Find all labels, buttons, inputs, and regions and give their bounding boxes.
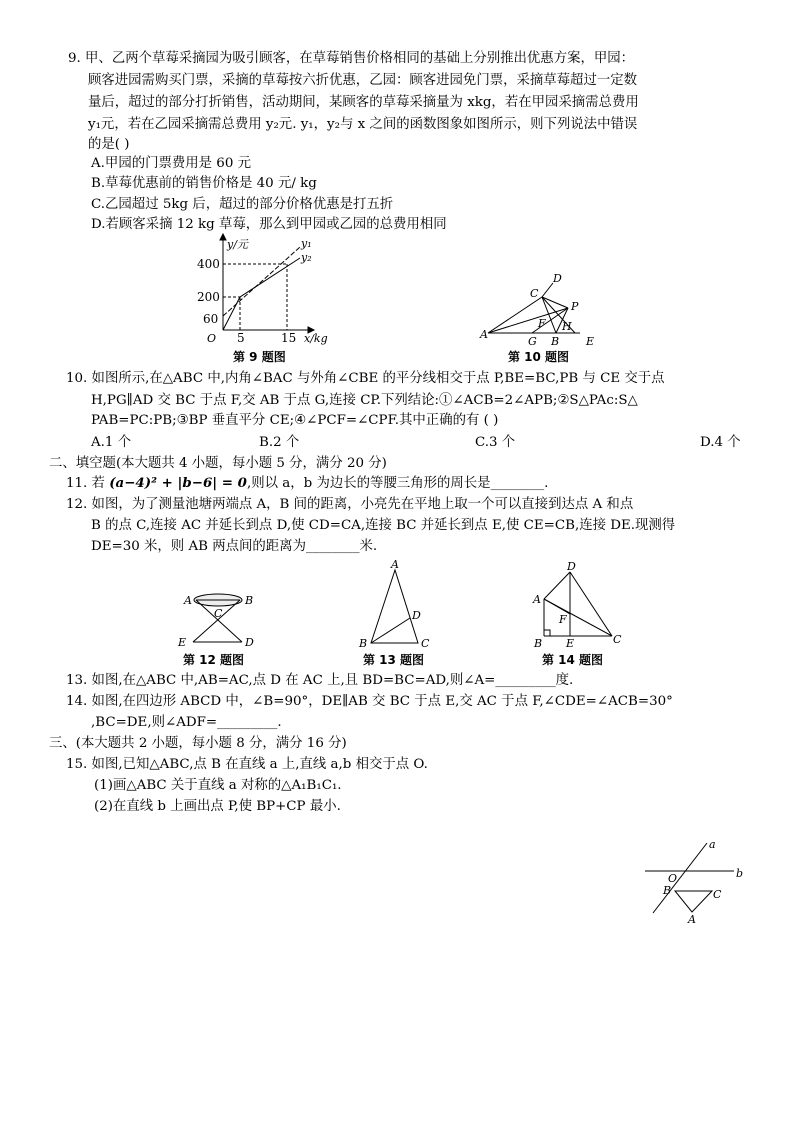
fig12-point-a: A (184, 594, 192, 607)
fig14-point-f: F (559, 613, 567, 626)
fig13-point-c: C (421, 637, 430, 650)
fig13-point-a: A (391, 558, 399, 571)
fig15-line-a: a (709, 838, 716, 851)
fig9-origin: O (207, 332, 217, 345)
q9-line-5: 的是( ) (88, 137, 130, 152)
section-2-heading: 二、填空题(本大题共 4 小题，每小题 5 分，满分 20 分) (49, 456, 387, 471)
q10-line-1: 10. 如图所示,在△ABC 中,内角∠BAC 与外角∠CBE 的平分线相交于点 P,BE=BC,PB 与 CE 交于点 (66, 371, 665, 386)
fig10-point-p: P (571, 300, 579, 313)
q9-option-a: A.甲园的门票费用是 60 元 (91, 156, 251, 171)
q13-line: 13. 如图,在△ABC 中,AB=AC,点 D 在 AC 上,且 BD=BC=AD,则∠A=_________度. (66, 673, 574, 688)
fig10-point-h: H (562, 320, 572, 333)
q15-line-1: 15. 如图,已知△ABC,点 B 在直线 a 上,直线 a,b 相交于点 O. (66, 757, 428, 772)
fig15-line-b: b (736, 867, 744, 880)
fig9-ytick-400: 400 (197, 257, 220, 271)
fig14-point-c: C (613, 633, 622, 646)
fig12-point-c: C (214, 607, 223, 620)
fig12-caption: 第 12 题图 (183, 653, 245, 667)
fig10-caption: 第 10 题图 (508, 350, 570, 364)
q9-option-c: C.乙园超过 5kg 后，超过的部分价格优惠是打五折 (91, 197, 394, 212)
fig9-ylabel: y/元 (227, 238, 248, 251)
fig15-point-o: O (668, 872, 678, 885)
section-3-heading: 三、(本大题共 2 小题，每小题 8 分，满分 16 分) (49, 736, 347, 751)
fig10-point-b: B (551, 335, 560, 348)
q10-option-c: C.3 个 (475, 435, 516, 450)
fig9-series-y2: y₂ (301, 251, 312, 264)
q9-line-2: 顾客进园需购买门票，采摘的草莓按六折优惠，乙园：顾客进园免门票，采摘草莓超过一定数 (88, 73, 638, 88)
fig9-xtick-5: 5 (237, 331, 245, 345)
q10-line-2: H,PG∥AD 交 BC 于点 F,交 AB 于点 G,连接 CP.下列结论:①∠ACB=2∠APB;②S△PAc:S△ (91, 393, 638, 408)
q11-formula: (a−4)² + |b−6| = 0 (109, 475, 247, 491)
fig14-point-e: E (566, 637, 575, 650)
fig14-point-d: D (567, 560, 576, 573)
fig14-point-b: B (534, 637, 543, 650)
fig14-caption: 第 14 题图 (542, 653, 604, 667)
q10-option-a: A.1 个 (91, 435, 132, 450)
fig15-point-b: B (663, 884, 672, 897)
fig13-point-d: D (412, 609, 421, 622)
fig14-point-a: A (533, 593, 541, 606)
q9-option-d: D.若顾客采摘 12 kg 草莓，那么到甲园或乙园的总费用相同 (91, 217, 447, 232)
q15-line-3: (2)在直线 b 上画出点 P,使 BP+CP 最小. (94, 799, 341, 814)
q12-line-2: B 的点 C,连接 AC 并延长到点 D,使 CD=CA,连接 BC 并延长到点 E,使 CE=CB,连接 DE.现测得 (91, 518, 676, 533)
q9-line-1: 9. 甲、乙两个草莓采摘园为吸引顾客，在草莓销售价格相同的基础上分别推出优惠方案，甲园： (68, 51, 635, 66)
fig10-point-d: D (553, 272, 562, 285)
q11-post: ,则以 a，b 为边长的等腰三角形的周长是________. (247, 476, 549, 491)
q11-pre: 11. 若 (66, 476, 110, 491)
fig12-point-d: D (245, 636, 254, 649)
fig13-point-b: B (359, 637, 368, 650)
q9-option-b: B.草莓优惠前的销售价格是 40 元/ kg (91, 176, 317, 191)
fig15-point-c: C (713, 888, 722, 901)
q14-line-1: 14. 如图,在四边形 ABCD 中，∠B=90°，DE∥AB 交 BC 于点 E,交 AC 于点 F,∠CDE=∠ACB=30° (66, 694, 673, 709)
fig9-ytick-200: 200 (197, 290, 220, 304)
fig10-point-c: C (530, 287, 539, 300)
fig9-xtick-15: 15 (281, 331, 297, 345)
fig10-point-e: E (586, 335, 595, 348)
fig9-xlabel: x/kg (304, 332, 328, 345)
fig12-point-e: E (178, 636, 187, 649)
fig13-caption: 第 13 题图 (363, 653, 425, 667)
fig9-ytick-60: 60 (203, 312, 219, 326)
fig10-point-g: G (528, 335, 537, 348)
q9-line-3: 量后，超过的部分打折销售，活动期间，某顾客的草莓采摘量为 xkg，若在甲园采摘需总费用 (88, 95, 639, 110)
q10-option-b: B.2 个 (259, 435, 300, 450)
q14-line-2: ,BC=DE,则∠ADF=_________. (91, 715, 282, 730)
q12-line-3: DE=30 米，则 AB 两点间的距离为________米. (91, 539, 378, 554)
fig10-point-f: F (538, 317, 546, 330)
q12-line-1: 12. 如图，为了测量池塘两端点 A，B 间的距离，小亮先在平地上取一个可以直接到达点 A 和点 (66, 497, 634, 512)
fig9-series-y1: y₁ (301, 237, 312, 250)
q9-line-4: y₁元，若在乙园采摘需总费用 y₂元. y₁，y₂与 x 之间的函数图象如图所示，则下列说法中错误 (88, 117, 638, 132)
q10-option-d: D.4 个 (700, 435, 741, 450)
fig15-point-a: A (688, 913, 696, 926)
fig10-point-a: A (480, 328, 488, 341)
fig9-caption: 第 9 题图 (233, 350, 286, 364)
q10-line-3: PAB=PC:PB;③BP 垂直平分 CE;④∠PCF=∠CPF.其中正确的有 ( ) (91, 413, 499, 428)
q15-line-2: (1)画△ABC 关于直线 a 对称的△A₁B₁C₁. (94, 778, 342, 793)
fig12-point-b: B (245, 594, 254, 607)
